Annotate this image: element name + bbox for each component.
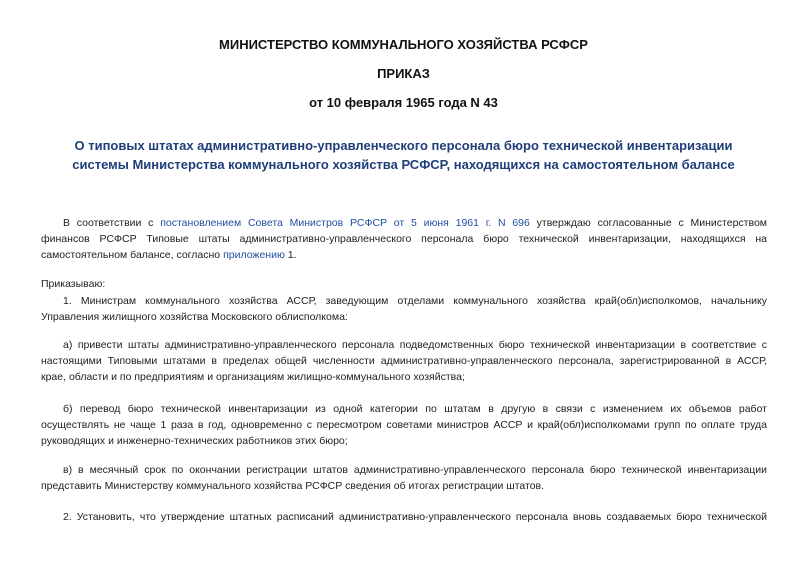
item-line: 1. Министрам коммунального хозяйства АССР, заведующим отделами коммунального хозяйства край(обл)исполкомов, начальнику [63, 295, 767, 307]
intro-text: утверждаю согласованные с Министерством [529, 217, 767, 229]
item-line: б) перевод бюро технической инвентаризации из одной категории по штатам в другую в связи с изменением их объемов работ [63, 403, 767, 415]
order-subitem-b [41, 401, 767, 449]
intro-text: В соответствии с [63, 217, 161, 229]
appendix-link[interactable]: приложению [223, 249, 285, 261]
decree-link[interactable]: постановлением Совета Министров РСФСР от 5 июня 1961 г. N 696 [160, 217, 530, 229]
intro-text: самостоятельном балансе, согласно [41, 249, 224, 261]
order-label: Приказываю: [41, 278, 106, 290]
ministry-heading: МИНИСТЕРСТВО КОММУНАЛЬНОГО ХОЗЯЙСТВА РСФСР [219, 37, 588, 52]
order-subitem-v [41, 462, 767, 494]
document-type: ПРИКАЗ [377, 66, 430, 81]
item-line: руководящих и инженерно-технических работников этих бюро; [41, 435, 348, 447]
item-line: в) в месячный срок по окончании регистрации штатов административно-управленческого персонала бюро технической инвентаризации [63, 464, 767, 476]
intro-paragraph [41, 215, 767, 263]
item-line: 2. Установить, что утверждение штатных расписаний административно-управленческого персонала вновь создаваемых бюро технической [63, 511, 767, 523]
item-line: Управления жилищного хозяйства Московского облисполкома: [41, 311, 348, 323]
intro-line: финансов РСФСР Типовые штаты административно-управленческого персонала бюро технической инвентаризации, находящихся на [41, 233, 767, 245]
item-line: осуществлять не чаще 1 раза в год, одновременно с пересмотром советами министров АССР и край(обл)исполкомами групп по оплате труда [41, 419, 767, 431]
document-title [30, 136, 777, 174]
item-line: настоящими Типовыми штатами в пределах общей численности административно-управленческого персонала, зарегистрированной в АССР, [41, 355, 767, 367]
item-line: представить Министерству коммунального хозяйства РСФСР сведения об итогах регистрации штатов. [41, 480, 545, 492]
order-item-1 [41, 293, 767, 325]
order-subitem-a [41, 337, 767, 385]
order-item-2 [41, 509, 767, 525]
item-line: а) привести штаты административно-управленческого персонала подведомственных бюро технической инвентаризации в соответствие с [63, 339, 767, 351]
title-line: О типовых штатах административно-управленческого персонала бюро технической инвентаризации [74, 138, 733, 153]
intro-text: 1. [284, 249, 297, 261]
title-line: системы Министерства коммунального хозяйства РСФСР, находящихся на самостоятельном балансе [72, 157, 735, 172]
document-date-number: от 10 февраля 1965 года N 43 [309, 95, 498, 110]
item-line: крае, области и по предприятиям и организациям жилищно-коммунального хозяйства; [41, 371, 465, 383]
